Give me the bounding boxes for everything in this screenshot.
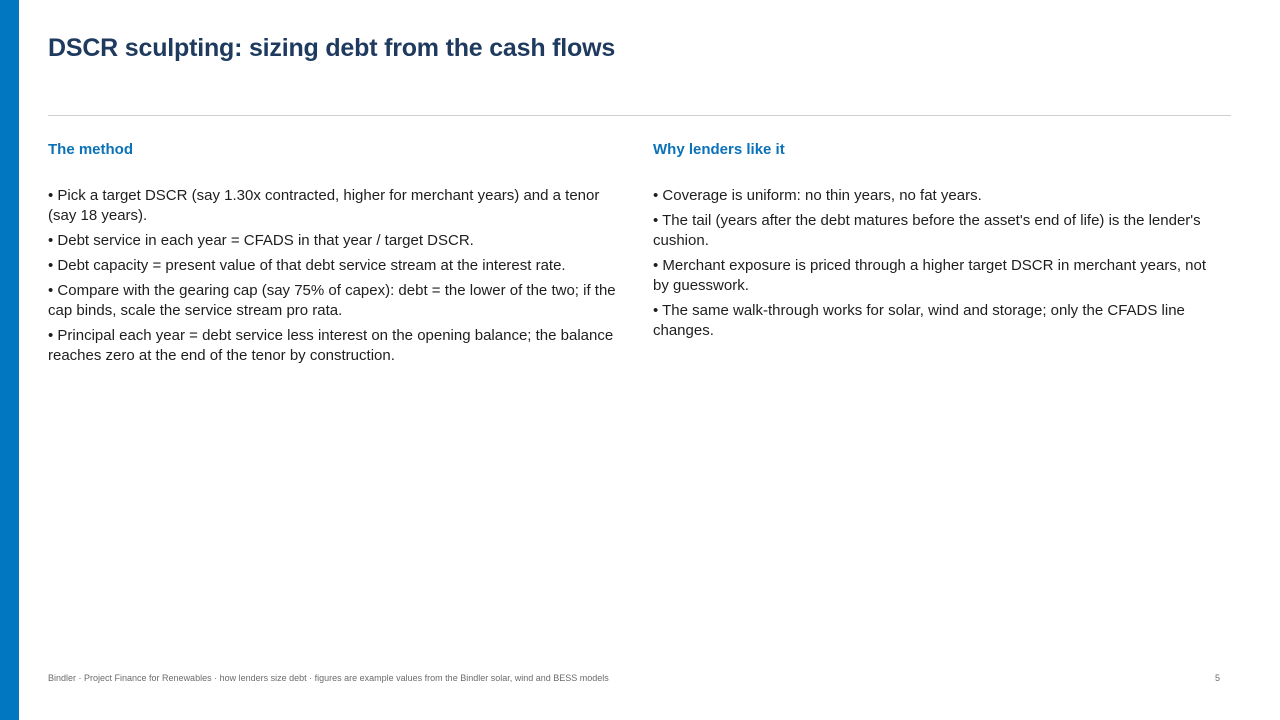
list-item: • Debt service in each year = CFADS in that year / target DSCR. — [48, 232, 474, 249]
list-item: • Merchant exposure is priced through a higher target DSCR in merchant years, not by guesswork. — [653, 257, 1207, 294]
accent-bar — [0, 0, 19, 720]
footer-text: Bindler · Project Finance for Renewables · how lenders size debt · figures are example values from the Bindler solar, wind and BESS models — [48, 673, 609, 683]
method-bullet-list — [48, 186, 616, 366]
list-item: • The tail (years after the debt matures before the asset's end of life) is the lender's cushion. — [653, 212, 1201, 249]
list-item: • Pick a target DSCR (say 1.30x contracted, higher for merchant years) and a tenor (say 18 years). — [48, 187, 600, 224]
method-column — [48, 140, 616, 371]
list-item: • Coverage is uniform: no thin years, no fat years. — [653, 187, 982, 204]
list-item: • Compare with the gearing cap (say 75% of capex): debt = the lower of the two; if the cap binds, scale the service stream pro rata. — [48, 282, 616, 319]
list-item: • The same walk-through works for solar, wind and storage; only the CFADS line changes. — [653, 302, 1185, 339]
page-number: 5 — [1214, 673, 1220, 683]
why-lenders-heading: Why lenders like it — [653, 141, 785, 158]
why-lenders-column — [653, 140, 1221, 346]
list-item: • Principal each year = debt service less interest on the opening balance; the balance reaches zero at the end of the tenor by construction. — [48, 327, 614, 364]
why-lenders-bullet-list — [653, 186, 1221, 341]
method-heading: The method — [48, 141, 133, 158]
title-divider — [48, 115, 1231, 116]
list-item: • Debt capacity = present value of that debt service stream at the interest rate. — [48, 257, 566, 274]
slide-title: DSCR sculpting: sizing debt from the cash flows — [48, 34, 616, 62]
